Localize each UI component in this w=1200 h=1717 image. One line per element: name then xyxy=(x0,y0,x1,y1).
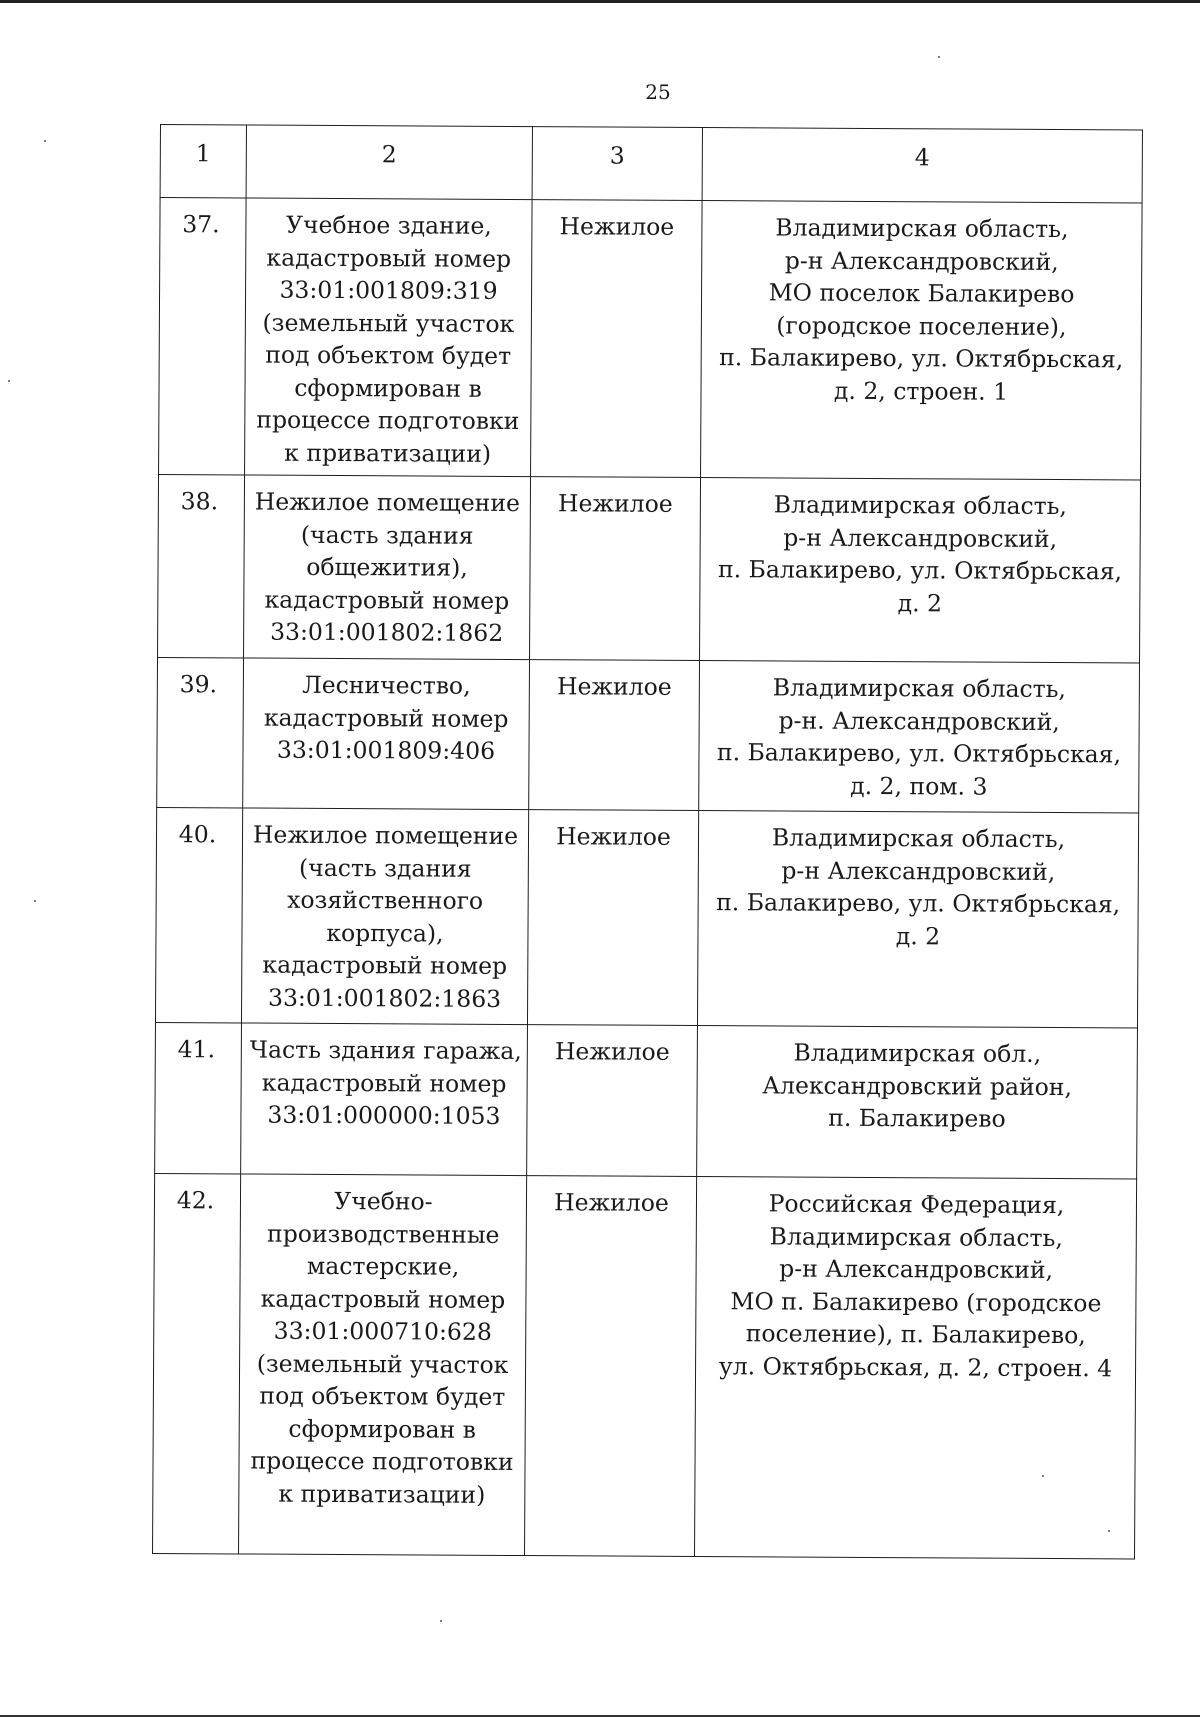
address-line: Владимирская область, xyxy=(769,1221,1063,1252)
object-line: Учебное здание, xyxy=(285,210,492,240)
object-line: кадастровый номер xyxy=(264,585,510,615)
row-number: 42. xyxy=(153,1173,241,1553)
address-line: п. Балакирево, ул. Октябрьская, xyxy=(719,343,1124,374)
object-line: (земельный участок xyxy=(262,308,515,338)
object-line: 33:01:001802:1863 xyxy=(268,983,502,1013)
scan-speck xyxy=(1108,1530,1110,1532)
address-line: р-н. Александровский, xyxy=(778,705,1060,736)
object-line: процессе подготовки xyxy=(250,1446,514,1476)
address-cell xyxy=(695,1177,1137,1559)
object-line: сформирован в xyxy=(294,373,482,403)
top-border-line xyxy=(0,0,1200,3)
address-line: Владимирская область, xyxy=(775,213,1069,244)
address-line: р-н Александровский, xyxy=(779,1254,1054,1285)
object-line: общежития), xyxy=(306,552,468,582)
address-line: МО поселок Балакирево xyxy=(768,278,1075,309)
scan-speck xyxy=(34,900,36,902)
scan-speck xyxy=(1042,1475,1044,1477)
address-line: р-н Александровский, xyxy=(783,522,1058,553)
table-row xyxy=(159,198,1143,480)
address-line: (городское поселение), xyxy=(776,310,1067,341)
row-number: 38. xyxy=(158,474,245,657)
address-line: Владимирская обл., xyxy=(793,1038,1042,1068)
object-line: мастерские, xyxy=(306,1251,460,1281)
address-line: р-н Александровский, xyxy=(781,855,1056,886)
table-row xyxy=(153,1173,1137,1558)
object-line: к приватизации) xyxy=(278,1479,486,1509)
address-line: п. Балакирево, ул. Октябрьская, xyxy=(717,555,1123,586)
address-line: п. Балакирево, ул. Октябрьская, xyxy=(716,738,1122,769)
object-line: Нежилое помещение xyxy=(254,487,521,518)
table-row xyxy=(157,657,1140,812)
address-line: п. Балакирево, ул. Октябрьская, xyxy=(716,888,1121,919)
address-line: МО п. Балакирево (городское xyxy=(730,1286,1102,1317)
address-line: д. 2, пом. 3 xyxy=(850,771,988,801)
scan-speck xyxy=(8,380,10,382)
object-line: хозяйственного xyxy=(287,885,484,915)
table-row xyxy=(155,1022,1138,1178)
object-description-cell xyxy=(244,475,531,660)
address-cell xyxy=(701,201,1143,480)
object-line: 33:01:000710:628 xyxy=(273,1316,492,1346)
row-number: 40. xyxy=(155,807,242,1022)
object-line: кадастровый номер xyxy=(261,1068,507,1098)
purpose-cell: Нежилое xyxy=(527,810,698,1026)
object-line: (часть здания xyxy=(298,853,472,883)
object-line: процессе подготовки xyxy=(256,405,520,436)
object-description-cell xyxy=(245,198,533,477)
purpose-cell: Нежилое xyxy=(530,477,701,661)
address-cell xyxy=(699,661,1140,813)
address-line: д. 2 xyxy=(897,588,943,617)
object-line: Учебно- xyxy=(334,1186,433,1216)
object-description-cell xyxy=(241,808,528,1025)
address-line: д. 2 xyxy=(895,921,941,950)
address-line: Российская Федерация, xyxy=(768,1189,1065,1220)
address-line: р-н Александровский, xyxy=(784,245,1059,276)
purpose-cell: Нежилое xyxy=(531,200,703,478)
table-row xyxy=(155,807,1138,1027)
scan-speck xyxy=(938,56,940,58)
header-row xyxy=(160,125,1142,203)
object-line: сформирован в xyxy=(288,1414,477,1444)
object-line: Часть здания гаража, xyxy=(249,1035,522,1066)
address-cell xyxy=(700,478,1141,663)
page-number: 25 xyxy=(645,80,671,104)
address-cell xyxy=(697,811,1138,1028)
object-line: кадастровый номер xyxy=(262,950,508,980)
header-cell-3: 3 xyxy=(532,127,702,201)
purpose-cell: Нежилое xyxy=(527,1025,698,1177)
purpose-cell: Нежилое xyxy=(525,1176,697,1557)
address-line: Владимирская область, xyxy=(772,673,1067,704)
object-description-cell xyxy=(239,1174,527,1556)
object-line: Нежилое помещение xyxy=(252,820,519,851)
object-line: корпуса), xyxy=(326,918,444,948)
object-line: 33:01:001802:1862 xyxy=(270,617,504,647)
row-number: 37. xyxy=(159,198,247,475)
object-line: под объектом будет xyxy=(265,340,512,370)
address-line: п. Балакирево xyxy=(828,1103,1006,1133)
object-line: под объектом будет xyxy=(259,1381,506,1411)
scan-speck xyxy=(440,1620,442,1622)
address-line: Владимирская область, xyxy=(771,823,1066,854)
object-line: кадастровый номер xyxy=(260,1284,506,1314)
address-line: ул. Октябрьская, д. 2, строен. 4 xyxy=(718,1351,1113,1382)
header-cell-4: 4 xyxy=(702,128,1142,203)
object-line: кадастровый номер xyxy=(263,703,509,733)
object-line: 33:01:001809:406 xyxy=(276,735,496,765)
header-cell-2: 2 xyxy=(246,125,532,200)
object-line: к приватизации) xyxy=(284,438,492,468)
row-number: 41. xyxy=(155,1022,242,1173)
address-line: д. 2, строен. 1 xyxy=(833,376,1009,406)
object-description-cell xyxy=(241,1023,528,1176)
purpose-cell: Нежилое xyxy=(529,660,700,811)
object-line: (часть здания xyxy=(300,520,474,550)
table-row xyxy=(158,474,1141,662)
address-line: поселение), п. Балакирево, xyxy=(745,1319,1086,1350)
property-table xyxy=(152,124,1143,1559)
object-line: кадастровый номер xyxy=(266,243,512,273)
object-line: (земельный участок xyxy=(256,1349,509,1379)
row-number: 39. xyxy=(157,657,244,807)
object-line: 33:01:001809:319 xyxy=(279,275,498,305)
address-line: Александровский район, xyxy=(762,1070,1073,1101)
address-cell xyxy=(697,1026,1138,1179)
scan-speck xyxy=(44,140,46,142)
header-cell-1: 1 xyxy=(160,125,246,198)
object-line: 33:01:000000:1053 xyxy=(267,1100,501,1130)
object-description-cell xyxy=(243,658,530,810)
object-line: Лесничество, xyxy=(302,670,471,700)
object-line: производственные xyxy=(267,1219,500,1249)
address-line: Владимирская область, xyxy=(773,490,1068,521)
